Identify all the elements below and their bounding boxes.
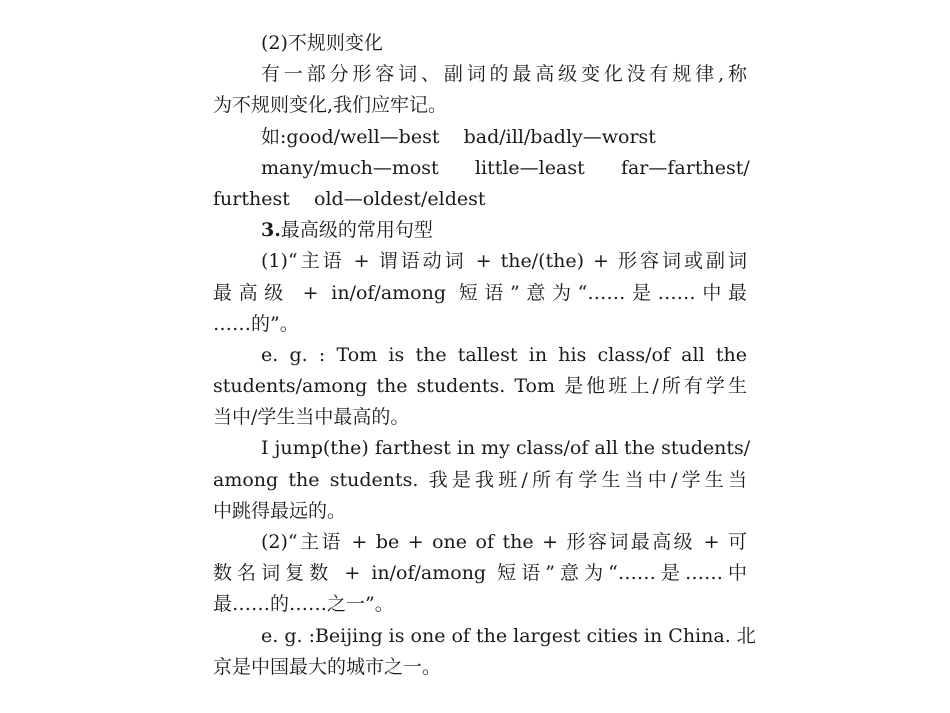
example-sentence-line: e. g. : Tom is the tallest in his class/of all the xyxy=(261,343,747,366)
paragraph-line: 为不规则变化,我们应牢记。 xyxy=(213,94,448,117)
example-sentence-line: e. g. :Beijing is one of the largest cities in China. 北 xyxy=(261,624,756,647)
example-sentence-line: 当中/学生当中最高的。 xyxy=(213,406,410,429)
section-number: 3. xyxy=(261,219,281,242)
example-sentence-line: 京是中国最大的城市之一。 xyxy=(213,655,442,678)
example-sentence-line: 中跳得最远的。 xyxy=(213,499,347,522)
example-line: furthest old—oldest/eldest xyxy=(213,187,486,210)
paragraph-line: 有一部分形容词、副词的最高级变化没有规律,称 xyxy=(261,63,747,86)
example-line: 如:good/well—best bad/ill/badly—worst xyxy=(261,125,656,148)
text-block xyxy=(213,28,756,683)
example-sentence-line: I jump(the) farthest in my class/of all the students/ xyxy=(261,437,751,460)
pattern-line: (2)“主语 + be + one of the + 形容词最高级 + 可 xyxy=(261,531,747,553)
pattern-line: ……的”。 xyxy=(213,312,299,335)
pattern-line: 数名词复数 + in/of/among 短语”意为“……是……中 xyxy=(213,562,747,585)
section-title: 最高级的常用句型 xyxy=(280,219,433,242)
subsection-heading-irregular: (2)不规则变化 xyxy=(261,32,383,54)
pattern-line: 最高级 + in/of/among 短语”意为“……是……中最 xyxy=(213,281,747,304)
example-sentence-line: among the students. 我是我班/所有学生当中/学生当 xyxy=(213,468,747,491)
example-line: many/much—most little—least far—farthest/ xyxy=(261,156,750,179)
pattern-line: 最……的……之一”。 xyxy=(213,593,394,616)
pattern-line: (1)“主语 + 谓语动词 + the/(the) + 形容词或副词 xyxy=(261,250,747,273)
example-sentence-line: students/among the students. Tom 是他班上/所有学生 xyxy=(213,375,747,398)
section-heading xyxy=(213,215,747,246)
